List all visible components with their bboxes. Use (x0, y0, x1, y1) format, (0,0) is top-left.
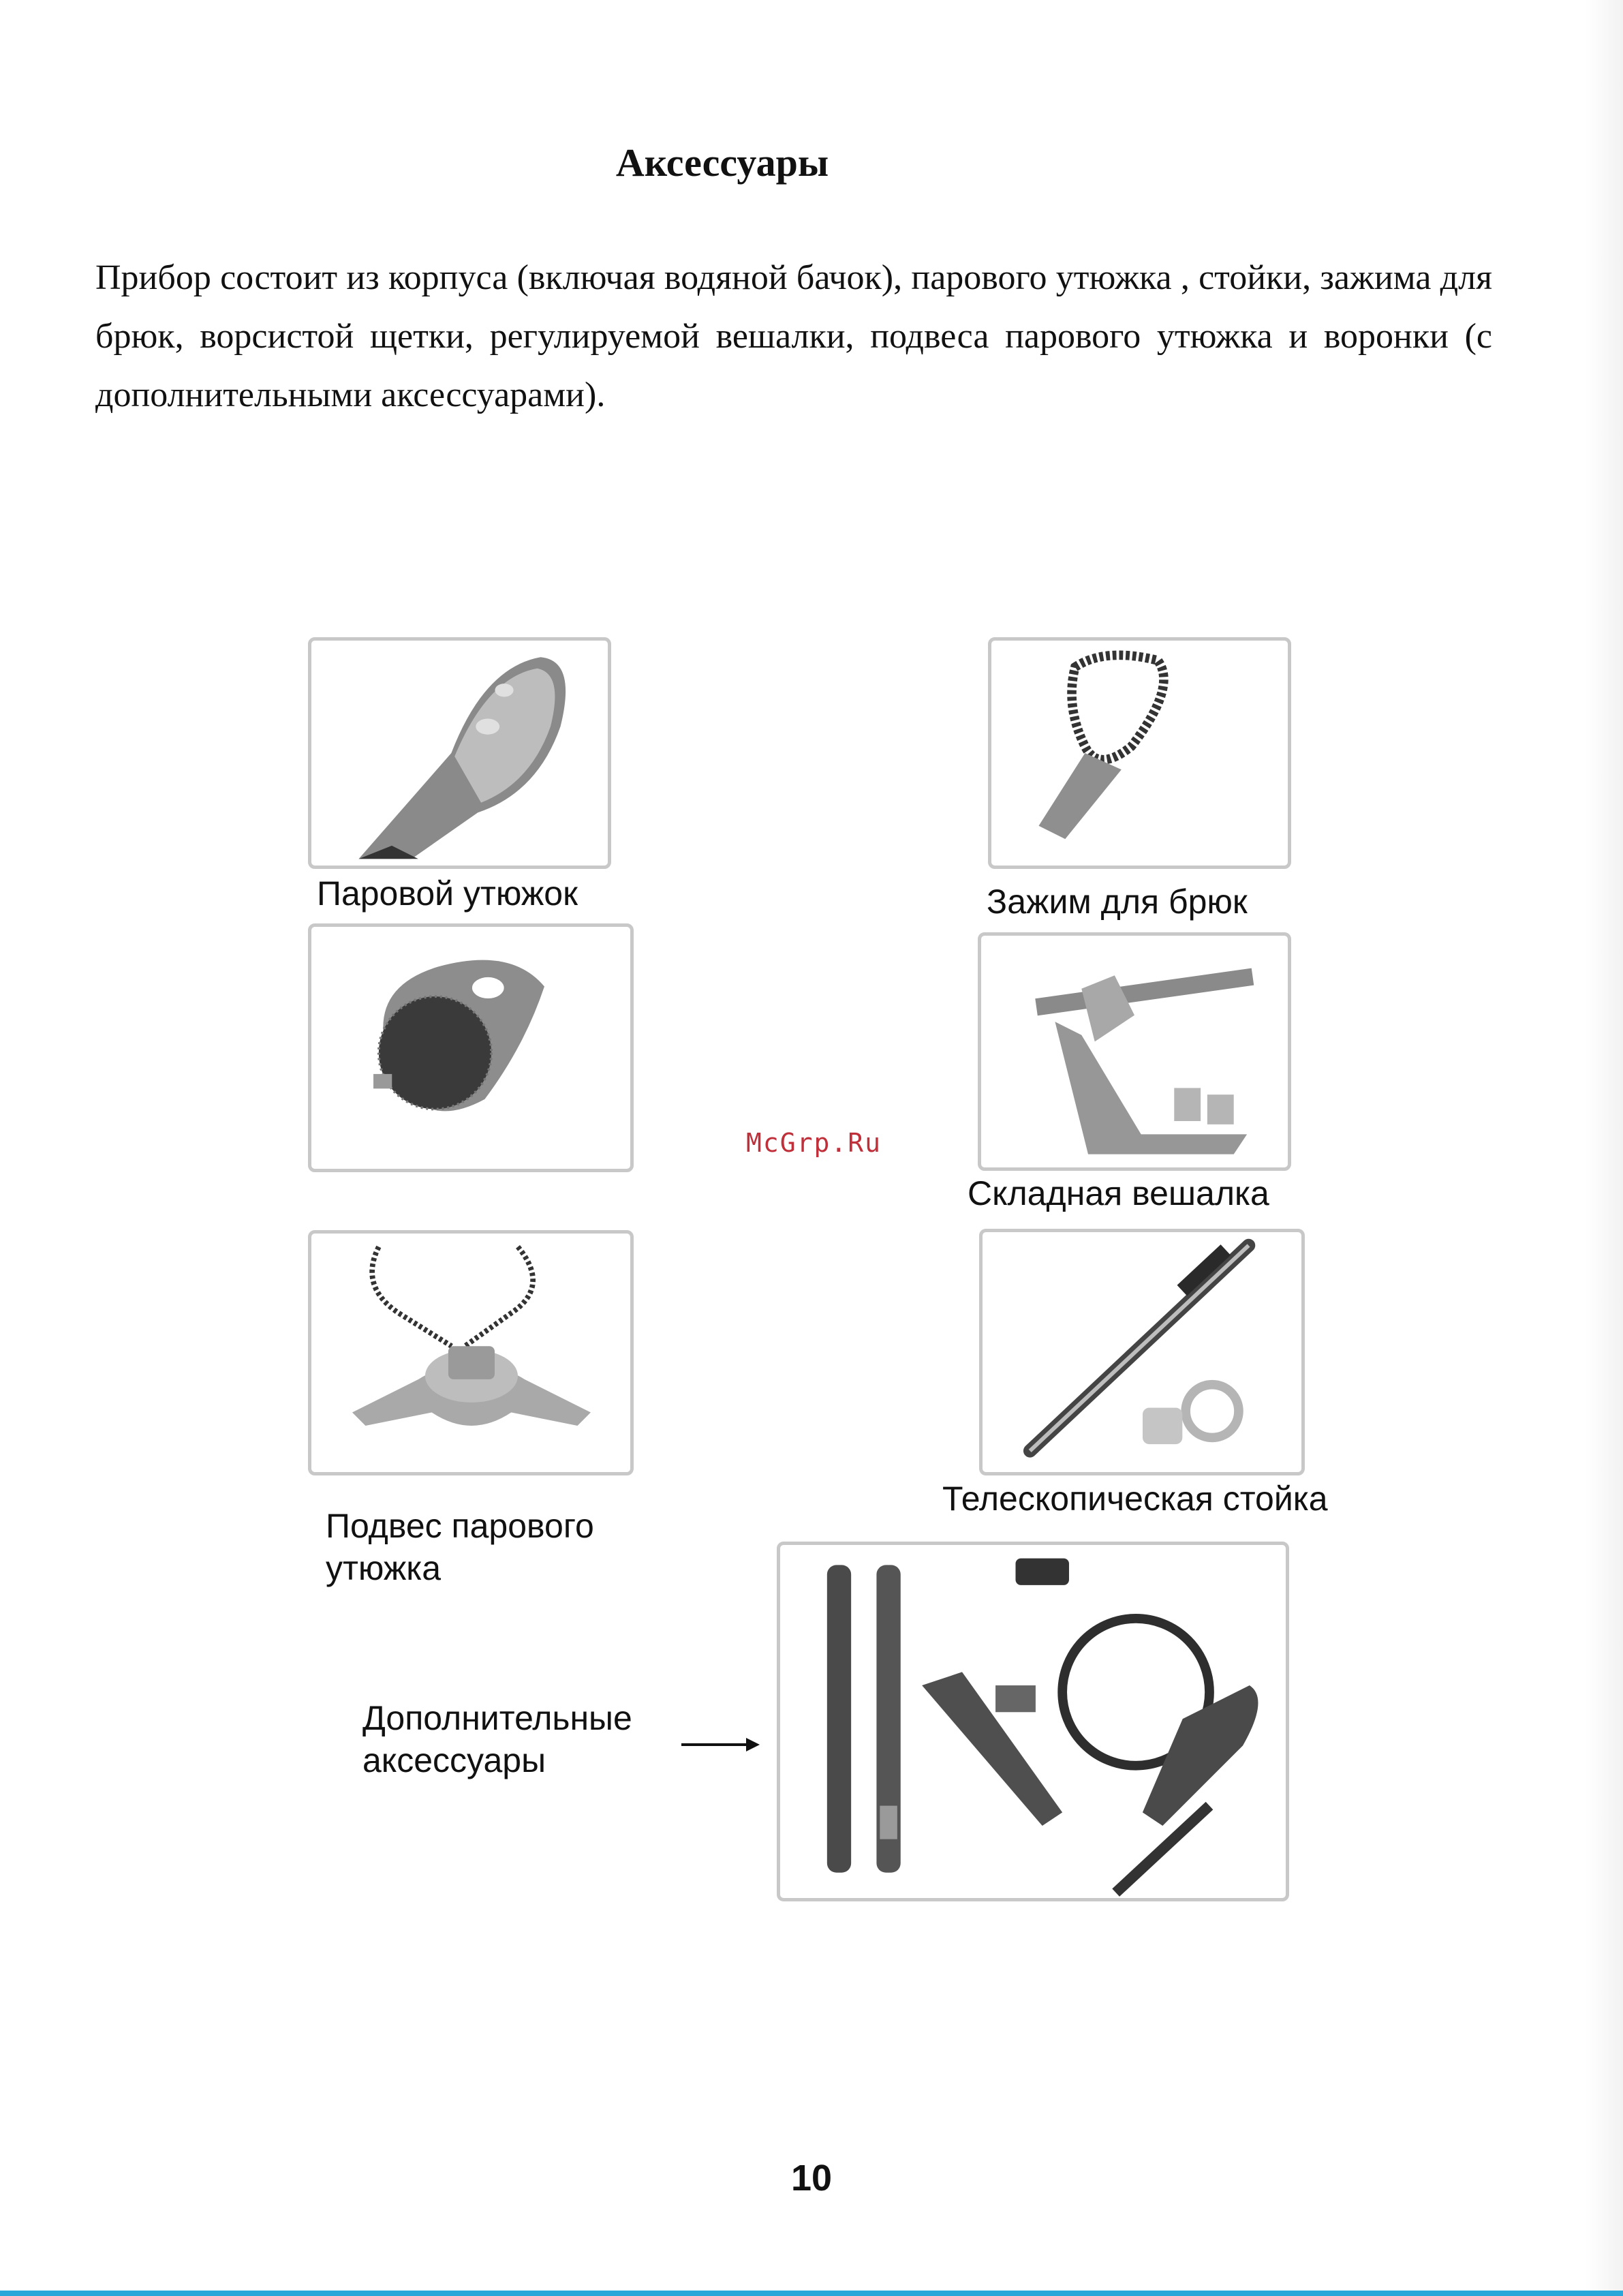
iron-holder-image (311, 1234, 630, 1472)
steam-iron-image (311, 641, 608, 866)
extra-accessories-label-line1: Дополнительные (362, 1699, 632, 1737)
watermark: McGrp.Ru (746, 1128, 882, 1158)
steam-iron-label: Паровой утюжок (317, 874, 578, 913)
extra-accessories-label-line2: аксессуары (362, 1741, 546, 1779)
iron-holder-label-line1: Подвес парового (326, 1507, 594, 1545)
bristle-brush-figure (308, 923, 634, 1172)
arrow-right-icon (681, 1734, 760, 1755)
telescopic-pole-figure (979, 1229, 1305, 1475)
bottom-accent-bar (0, 2291, 1623, 2296)
iron-holder-figure (308, 1230, 634, 1475)
folding-hanger-figure (978, 932, 1291, 1171)
iron-holder-label (326, 1505, 594, 1589)
extra-accessories-figure (777, 1542, 1289, 1901)
iron-holder-label-line2: утюжка (326, 1549, 442, 1587)
extra-accessories-label (362, 1697, 632, 1781)
bristle-brush-image (311, 927, 630, 1169)
folding-hanger-label: Складная вешалка (968, 1174, 1269, 1212)
folding-hanger-image (981, 936, 1288, 1167)
page-number: 10 (790, 2158, 833, 2199)
trouser-clip-image (991, 641, 1288, 866)
page-edge-shadow (1586, 0, 1623, 2296)
trouser-clip-figure (988, 637, 1291, 869)
telescopic-pole-image (983, 1232, 1301, 1472)
telescopic-pole-label: Телескопическая стойка (942, 1480, 1328, 1518)
trouser-clip-label: Зажим для брюк (987, 883, 1248, 921)
intro-paragraph: Прибор состоит из корпуса (включая водяной бачок), парового утюжка , стойки, зажима для брюк, ворсистой щетки, регулируемой вешалки, подвеса парового утюжка и воронки (с дополнительными аксессуарами). (95, 258, 1492, 414)
extra-accessories-image (780, 1545, 1286, 1898)
steam-iron-figure (308, 637, 611, 869)
page-title: Аксессуары (615, 140, 829, 185)
